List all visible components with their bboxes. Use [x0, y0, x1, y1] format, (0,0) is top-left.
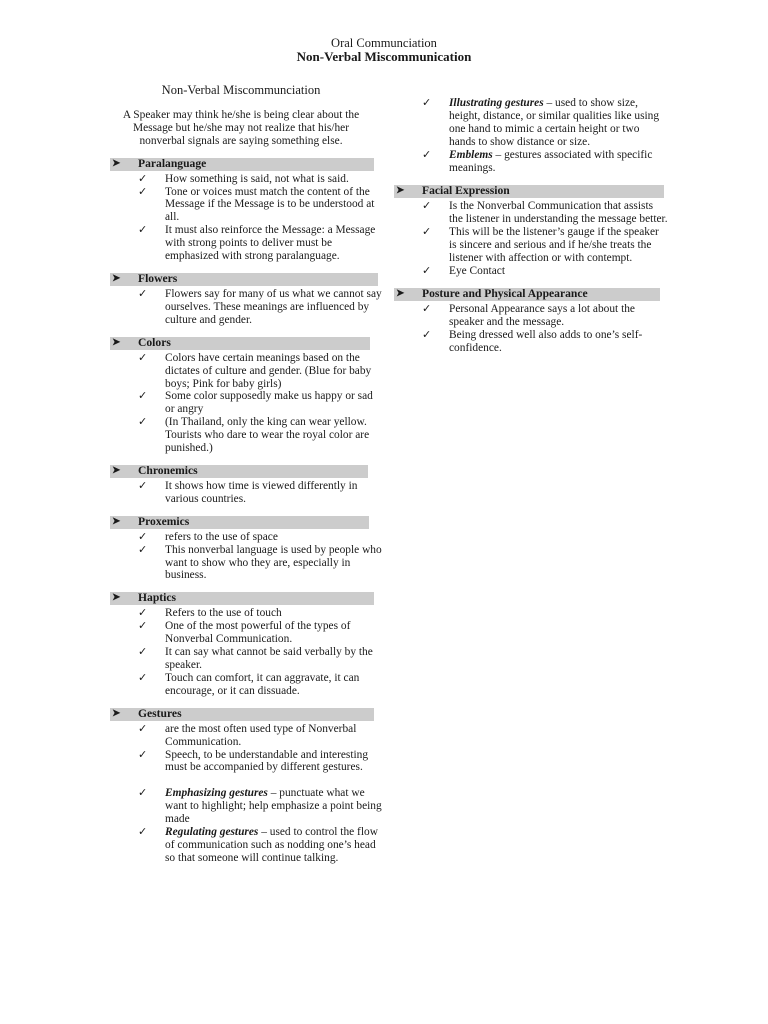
checkmark-icon: ✓ — [138, 416, 148, 429]
checkmark-icon: ✓ — [138, 351, 148, 364]
list-item-text: – gestures associated with specific meanings. — [449, 148, 653, 174]
list-item — [394, 200, 668, 226]
checkmark-icon: ✓ — [138, 479, 148, 492]
list-item — [110, 186, 382, 225]
list-item-text: This will be the listener’s gauge if the speaker is sincere and serious and if he/she treats the listener with affection or with contempt. — [449, 226, 659, 265]
checkmark-icon: ✓ — [422, 200, 432, 213]
list-item-lead: Illustrating gestures — [449, 97, 544, 109]
list-item-text: Personal Appearance says a lot about the speaker and the message. — [449, 302, 635, 328]
section-heading — [110, 516, 369, 529]
bullet-list — [394, 303, 668, 355]
arrow-bullet-icon: ➤ — [112, 592, 121, 604]
arrow-bullet-icon: ➤ — [396, 287, 405, 299]
arrow-bullet-icon: ➤ — [112, 464, 121, 476]
list-item-text: It shows how time is viewed differently in various countries. — [165, 479, 358, 505]
section-heading — [110, 592, 374, 605]
list-item-text: Some color supposedly make us happy or sad or angry — [165, 390, 373, 416]
list-item — [110, 288, 382, 327]
bullet-list — [394, 200, 668, 277]
section-heading-label: Flowers — [138, 272, 178, 286]
section-heading — [110, 465, 368, 478]
list-item — [110, 544, 382, 583]
list-item — [110, 787, 382, 826]
list-item — [394, 265, 668, 278]
list-item-text: (In Thailand, only the king can wear yellow. Tourists who dare to wear the royal color are punished.) — [165, 416, 370, 455]
section-heading — [110, 708, 374, 721]
intro-paragraph: A Speaker may think he/she is being clear about the Message but he/she may not realize that his/her nonverbal signals are saying something else. — [122, 108, 360, 147]
list-item — [110, 416, 382, 455]
list-item — [394, 226, 668, 265]
arrow-bullet-icon: ➤ — [396, 185, 405, 197]
section-haptics — [110, 592, 382, 697]
list-item — [110, 723, 382, 749]
list-item — [394, 149, 668, 175]
list-item — [110, 607, 382, 620]
list-item-text: Being dressed well also adds to one’s self-confidence. — [449, 328, 643, 354]
bullet-list — [110, 480, 382, 506]
list-item — [110, 390, 382, 416]
arrow-bullet-icon: ➤ — [112, 157, 121, 169]
list-item-text: Eye Contact — [449, 264, 505, 277]
section-paralanguage — [110, 158, 382, 263]
list-item-text: Tone or voices must match the content of the Message if the Message is to be understood at all. — [165, 185, 375, 224]
checkmark-icon: ✓ — [138, 287, 148, 300]
arrow-bullet-icon: ➤ — [112, 336, 121, 348]
checkmark-icon: ✓ — [138, 748, 148, 761]
list-item — [110, 826, 382, 865]
list-item-text: Is the Nonverbal Communication that assists the listener in understanding the message better. — [449, 200, 668, 226]
bullet-list — [110, 173, 382, 263]
checkmark-icon: ✓ — [422, 328, 432, 341]
section-chronemics — [110, 465, 382, 506]
list-item-text: are the most often used type of Nonverbal Communication. — [165, 722, 357, 748]
checkmark-icon: ✓ — [138, 646, 148, 659]
list-item — [110, 531, 382, 544]
section-heading-label: Paralanguage — [138, 156, 207, 170]
section-flowers — [110, 273, 382, 327]
section-posture-appearance — [394, 288, 668, 355]
list-item — [394, 303, 668, 329]
section-heading-label: Facial Expression — [422, 184, 510, 198]
bullet-list — [110, 607, 382, 697]
bullet-list — [110, 723, 382, 865]
list-item-lead: Regulating gestures — [165, 826, 259, 839]
document-title: Non-Verbal Miscommunication — [296, 49, 472, 64]
bullet-list — [110, 288, 382, 327]
bullet-list — [110, 352, 382, 455]
checkmark-icon: ✓ — [422, 264, 432, 277]
list-item-lead: Emphasizing gestures — [165, 787, 268, 800]
list-item-text: – used to control the flow of communication such as nodding one’s head so that someone will continue talking. — [165, 826, 378, 864]
list-item-text: One of the most powerful of the types of Nonverbal Communication. — [165, 620, 351, 646]
checkmark-icon: ✓ — [138, 787, 148, 800]
list-item-text: It can say what cannot be said verbally by the speaker. — [165, 646, 373, 671]
list-item-text: Speech, to be understandable and interesting must be accompanied by different gestures. — [165, 748, 369, 774]
list-item-text: This nonverbal language is used by people who want to show who they are, especially in business. — [165, 543, 382, 582]
section-heading — [394, 185, 664, 198]
column-title: Non-Verbal Miscommunciation — [161, 83, 321, 97]
checkmark-icon: ✓ — [138, 671, 148, 684]
checkmark-icon: ✓ — [422, 302, 432, 315]
section-facial-expression — [394, 185, 668, 277]
left-column — [110, 84, 382, 865]
arrow-bullet-icon: ➤ — [112, 515, 121, 527]
checkmark-icon: ✓ — [422, 226, 432, 239]
list-item — [110, 620, 382, 646]
list-item-text: It must also reinforce the Message: a Message with strong points to deliver must be emphasized with strong paralanguage. — [165, 224, 376, 263]
bullet-list — [110, 531, 382, 583]
list-item — [394, 329, 668, 355]
section-gestures — [110, 708, 382, 865]
list-item-text: Refers to the use of touch — [165, 607, 282, 620]
checkmark-icon: ✓ — [138, 826, 148, 839]
right-column — [394, 97, 668, 355]
list-item — [110, 352, 382, 391]
section-heading-label: Proxemics — [138, 514, 190, 528]
list-item-text: Colors have certain meanings based on the dictates of culture and gender. (Blue for baby boys; Pink for baby girls) — [165, 351, 372, 390]
checkmark-icon: ✓ — [138, 530, 148, 543]
checkmark-icon: ✓ — [138, 722, 148, 735]
list-item — [110, 224, 382, 263]
list-item-text: Touch can comfort, it can aggravate, it can encourage, or it can dissuade. — [165, 671, 360, 697]
section-heading-label: Gestures — [138, 706, 182, 720]
checkmark-icon: ✓ — [422, 148, 432, 161]
list-item-text: How something is said, not what is said. — [165, 172, 349, 185]
checkmark-icon: ✓ — [138, 543, 148, 556]
section-heading — [110, 337, 370, 350]
section-proxemics — [110, 516, 382, 583]
list-item-text: – punctuate what we want to highlight; help emphasize a point being made — [165, 787, 382, 826]
list-item — [394, 97, 668, 149]
checkmark-icon: ✓ — [138, 224, 148, 237]
checkmark-icon: ✓ — [138, 172, 148, 185]
list-item-text: Flowers say for many of us what we cannot say ourselves. These meanings are influenced by culture and gender. — [165, 287, 382, 326]
section-heading-label: Posture and Physical Appearance — [422, 286, 588, 300]
document-subtitle: Oral Communciation — [331, 36, 437, 50]
list-item — [110, 173, 382, 186]
checkmark-icon: ✓ — [138, 185, 148, 198]
section-heading-label: Colors — [138, 335, 171, 349]
list-item — [110, 646, 382, 672]
list-item — [110, 749, 382, 775]
section-heading-label: Chronemics — [138, 463, 198, 477]
section-heading — [110, 273, 378, 286]
section-heading — [394, 288, 660, 301]
section-heading-label: Haptics — [138, 591, 177, 605]
list-item — [110, 672, 382, 698]
arrow-bullet-icon: ➤ — [112, 273, 121, 285]
list-item — [110, 480, 382, 506]
section-heading — [110, 158, 374, 171]
list-item-lead: Emblems — [449, 148, 493, 161]
list-item-text: refers to the use of space — [165, 530, 278, 543]
checkmark-icon: ✓ — [138, 390, 148, 403]
checkmark-icon: ✓ — [422, 97, 432, 109]
arrow-bullet-icon: ➤ — [112, 707, 121, 719]
bullet-list — [394, 97, 668, 174]
section-colors — [110, 337, 382, 455]
checkmark-icon: ✓ — [138, 607, 148, 620]
list-item-text: – used to show size, height, distance, or similar qualities like using one hand to mimic a certain height or two hands to show distance or size. — [449, 97, 660, 148]
checkmark-icon: ✓ — [138, 620, 148, 633]
